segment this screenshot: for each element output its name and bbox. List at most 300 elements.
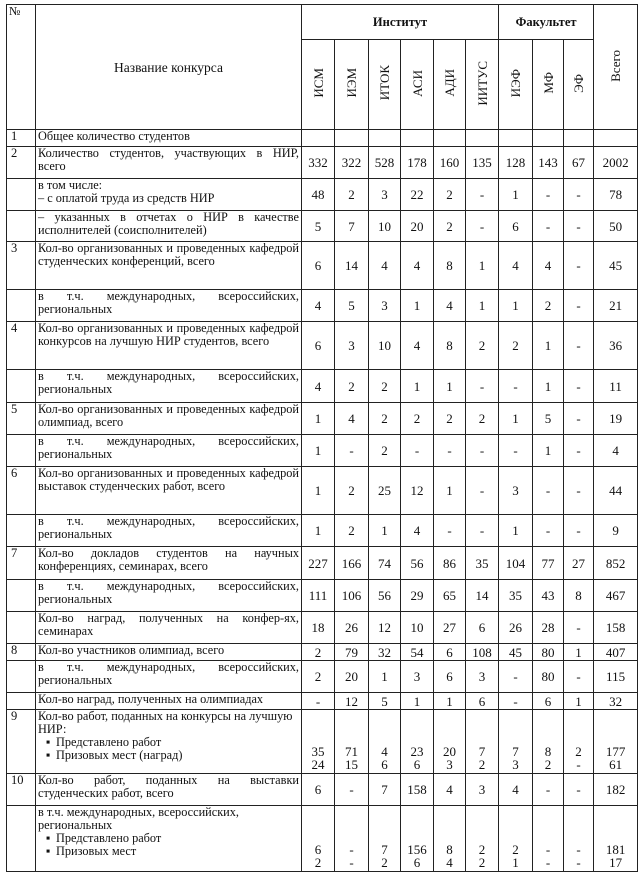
cell-value: - — [466, 435, 499, 467]
cell-value: 156 — [407, 842, 427, 857]
header-institute-group: Институт — [302, 5, 499, 40]
table-row — [7, 774, 638, 806]
cell-value: 4 — [594, 435, 638, 467]
cell-value: 2 — [575, 744, 582, 759]
row-name: в т.ч. международных, всероссийских, региональных — [36, 435, 302, 467]
cell-value: 26 — [335, 612, 369, 644]
table-row — [7, 370, 638, 403]
cell-value: 1 — [564, 693, 594, 710]
cell-value: - — [533, 179, 564, 211]
table-header — [7, 5, 638, 130]
cell-value: - — [576, 757, 581, 772]
cell-value: 74 — [369, 547, 401, 580]
header-col-iitus: ИИТУС — [466, 40, 499, 130]
cell-value: 6 — [314, 842, 322, 857]
row-number: 3 — [7, 242, 36, 290]
cell-value: 19 — [594, 403, 638, 435]
cell-value: 158 — [401, 774, 434, 806]
cell-value-pair — [564, 710, 594, 774]
table-row — [7, 661, 638, 693]
row-number — [7, 580, 36, 612]
cell-value: - — [545, 842, 551, 857]
cell-value: 2 — [401, 403, 434, 435]
row-name-text: в т.ч. международных, всероссийских, региональных — [38, 805, 239, 832]
cell-value: 43 — [533, 580, 564, 612]
row-number — [7, 179, 36, 211]
cell-value-pair — [401, 710, 434, 774]
row-number — [7, 435, 36, 467]
cell-value: - — [401, 435, 434, 467]
row-number: 4 — [7, 322, 36, 370]
cell-value: 86 — [434, 547, 466, 580]
cell-value: 9 — [594, 515, 638, 547]
cell-value: 1 — [401, 370, 434, 403]
cell-value: 2 — [302, 644, 335, 661]
header-col-itok: ИТОК — [369, 40, 401, 130]
row-name: Кол-во организованных и проведенных кафедрой студенческих конференций, всего — [36, 242, 302, 290]
cell-value: 2002 — [594, 147, 638, 179]
cell-value: - — [564, 612, 594, 644]
cell-value: 77 — [533, 547, 564, 580]
cell-value: 104 — [499, 547, 533, 580]
cell-value: 8 — [564, 580, 594, 612]
cell-value: - — [564, 661, 594, 693]
table-row — [7, 179, 638, 211]
cell-value: 1 — [401, 290, 434, 322]
cell-value: 18 — [302, 612, 335, 644]
cell-value-pair — [499, 710, 533, 774]
cell-value — [434, 130, 466, 147]
cell-value: 10 — [369, 322, 401, 370]
cell-value — [466, 130, 499, 147]
cell-value: 2 — [499, 322, 533, 370]
cell-value: 6 — [302, 774, 335, 806]
cell-value: 36 — [594, 322, 638, 370]
cell-value-pair — [594, 806, 638, 872]
cell-value-pair — [401, 806, 434, 872]
cell-value: 2 — [544, 757, 552, 772]
cell-value: 6 — [302, 242, 335, 290]
cell-value: 115 — [594, 661, 638, 693]
cell-value: 143 — [533, 147, 564, 179]
cell-value: 1 — [533, 435, 564, 467]
cell-value: 3 — [446, 757, 453, 772]
cell-value: 2 — [369, 435, 401, 467]
cell-value: - — [349, 842, 354, 857]
cell-value: 61 — [609, 757, 623, 772]
table-row — [7, 806, 638, 872]
row-number — [7, 806, 36, 872]
cell-value-pair — [533, 806, 564, 872]
cell-value: 6 — [466, 693, 499, 710]
cell-value: 35 — [311, 744, 325, 759]
cell-value: 7 — [381, 842, 388, 857]
sub-item-submitted: ▪ Представлено работ — [38, 736, 299, 749]
cell-value-pair — [499, 806, 533, 872]
cell-value: 3 — [369, 290, 401, 322]
cell-value: 32 — [594, 693, 638, 710]
row-name — [36, 710, 302, 774]
cell-value: 181 — [605, 842, 626, 857]
header-faculty-group: Факультет — [499, 5, 594, 40]
cell-value: 48 — [302, 179, 335, 211]
cell-value: 14 — [466, 580, 499, 612]
cell-value: 12 — [369, 612, 401, 644]
row-number — [7, 515, 36, 547]
cell-value — [533, 130, 564, 147]
cell-value: - — [466, 211, 499, 242]
header-col-ef: ЭФ — [564, 40, 594, 130]
table-row — [7, 644, 638, 661]
cell-value: 332 — [302, 147, 335, 179]
cell-value: 12 — [335, 693, 369, 710]
cell-value: 182 — [594, 774, 638, 806]
header-col-asi: АСИ — [401, 40, 434, 130]
table-body — [7, 130, 638, 872]
cell-value: 2 — [478, 855, 486, 870]
row-name — [36, 806, 302, 872]
cell-value-pair — [369, 710, 401, 774]
cell-value: 6 — [434, 661, 466, 693]
table-row — [7, 710, 638, 774]
row-name: Общее количество студентов — [36, 130, 302, 147]
row-name: в т.ч. международных, всероссийских, региональных — [36, 290, 302, 322]
cell-value-pair — [434, 710, 466, 774]
row-number — [7, 211, 36, 242]
cell-value: 67 — [564, 147, 594, 179]
row-number: 9 — [7, 710, 36, 774]
cell-value: 7 — [512, 744, 519, 759]
cell-value: 3 — [499, 467, 533, 515]
cell-value: 4 — [302, 370, 335, 403]
cell-value: 111 — [302, 580, 335, 612]
row-name: Кол-во работ, поданных на выставки студенческих работ, всего — [36, 774, 302, 806]
table-row — [7, 467, 638, 515]
cell-value: 5 — [369, 693, 401, 710]
row-number — [7, 612, 36, 644]
cell-value: 11 — [594, 370, 638, 403]
cell-value: 20 — [401, 211, 434, 242]
cell-value: 65 — [434, 580, 466, 612]
cell-value: 8 — [434, 242, 466, 290]
cell-value: 2 — [533, 290, 564, 322]
cell-value: 1 — [302, 467, 335, 515]
cell-value: 1 — [401, 693, 434, 710]
cell-value-pair — [335, 806, 369, 872]
cell-value: 1 — [512, 855, 519, 870]
header-number: № — [7, 5, 36, 130]
header-col-adi: АДИ — [434, 40, 466, 130]
cell-value: 1 — [499, 290, 533, 322]
cell-value: 23 — [410, 744, 424, 759]
cell-value: 4 — [302, 290, 335, 322]
row-name-text: Кол-во работ, поданных на конкурсы на лучшую НИР: — [38, 709, 293, 736]
cell-value: 1 — [564, 644, 594, 661]
cell-value: - — [533, 515, 564, 547]
cell-value: 8 — [544, 744, 552, 759]
cell-value: 10 — [369, 211, 401, 242]
cell-value: - — [499, 661, 533, 693]
table-row — [7, 612, 638, 644]
row-name: Кол-во наград, полученных на олимпиадах — [36, 693, 302, 710]
cell-value: 106 — [335, 580, 369, 612]
cell-value: 20 — [443, 744, 456, 759]
cell-value: 1 — [434, 693, 466, 710]
row-number — [7, 693, 36, 710]
cell-value: 166 — [335, 547, 369, 580]
cell-value: - — [499, 693, 533, 710]
cell-value: 56 — [369, 580, 401, 612]
header-col-ism: ИСМ — [302, 40, 335, 130]
cell-value: 128 — [499, 147, 533, 179]
cell-value: 322 — [335, 147, 369, 179]
row-name: Кол-во организованных и проведенных кафедрой олимпиад, всего — [36, 403, 302, 435]
row-name: в т.ч. международных, всероссийских, региональных — [36, 661, 302, 693]
cell-value: 108 — [466, 644, 499, 661]
cell-value: 7 — [369, 774, 401, 806]
cell-value: 12 — [401, 467, 434, 515]
cell-value: 8 — [446, 842, 453, 857]
cell-value: 4 — [499, 774, 533, 806]
cell-value: - — [564, 515, 594, 547]
cell-value: 80 — [533, 661, 564, 693]
cell-value: 22 — [401, 179, 434, 211]
cell-value: - — [564, 322, 594, 370]
cell-value: 54 — [401, 644, 434, 661]
cell-value: 71 — [345, 744, 358, 759]
cell-value: 6 — [533, 693, 564, 710]
cell-value: - — [564, 774, 594, 806]
table-row — [7, 242, 638, 290]
cell-value: 2 — [335, 515, 369, 547]
cell-value: 10 — [401, 612, 434, 644]
cell-value: 4 — [335, 403, 369, 435]
row-name: Кол-во организованных и проведенных кафедрой выставок студенческих работ, всего — [36, 467, 302, 515]
cell-value: 177 — [605, 744, 626, 759]
cell-value: 20 — [335, 661, 369, 693]
cell-value: 4 — [401, 322, 434, 370]
cell-value: 1 — [533, 322, 564, 370]
cell-value: 45 — [499, 644, 533, 661]
cell-value: 4 — [401, 515, 434, 547]
cell-value: 2 — [478, 757, 486, 772]
cell-value: 21 — [594, 290, 638, 322]
cell-value: 32 — [369, 644, 401, 661]
cell-value: 17 — [609, 855, 623, 870]
cell-value: 135 — [466, 147, 499, 179]
cell-value: - — [434, 515, 466, 547]
header-competition-name: Название конкурса — [36, 5, 302, 130]
cell-value: - — [466, 179, 499, 211]
cell-value: - — [545, 855, 551, 870]
row-number: 5 — [7, 403, 36, 435]
cell-value: - — [576, 842, 581, 857]
cell-value: 852 — [594, 547, 638, 580]
cell-value: - — [533, 467, 564, 515]
cell-value: 1 — [466, 290, 499, 322]
table-row — [7, 693, 638, 710]
cell-value: - — [564, 435, 594, 467]
cell-value: 2 — [381, 855, 388, 870]
cell-value: 2 — [478, 842, 486, 857]
cell-value: 6 — [413, 855, 421, 870]
cell-value: 1 — [369, 661, 401, 693]
cell-value-pair — [466, 806, 499, 872]
cell-value: - — [564, 467, 594, 515]
table-row — [7, 211, 638, 242]
cell-value: 407 — [594, 644, 638, 661]
row-number: 10 — [7, 774, 36, 806]
cell-value — [594, 130, 638, 147]
header-col-mf: МФ — [533, 40, 564, 130]
cell-value: 6 — [381, 757, 388, 772]
cell-value: 29 — [401, 580, 434, 612]
cell-value: 1 — [499, 515, 533, 547]
cell-value: 160 — [434, 147, 466, 179]
cell-value: 27 — [564, 547, 594, 580]
sub-item-prizes: ▪ Призовых мест — [38, 845, 299, 858]
cell-value: - — [499, 435, 533, 467]
cell-value-pair — [466, 710, 499, 774]
cell-value — [564, 130, 594, 147]
table-row — [7, 130, 638, 147]
cell-value: - — [564, 403, 594, 435]
row-name: в т.ч. международных, всероссийских, региональных — [36, 370, 302, 403]
cell-value: - — [576, 855, 581, 870]
cell-value: 2 — [512, 842, 519, 857]
cell-value: - — [349, 855, 354, 870]
row-number — [7, 661, 36, 693]
cell-value: 1 — [499, 403, 533, 435]
cell-value: 3 — [466, 774, 499, 806]
row-number: 8 — [7, 644, 36, 661]
cell-value — [335, 130, 369, 147]
cell-value: 2 — [335, 467, 369, 515]
cell-value: 50 — [594, 211, 638, 242]
cell-value: 2 — [434, 211, 466, 242]
row-name: в т.ч. международных, всероссийских, региональных — [36, 580, 302, 612]
cell-value: 6 — [434, 644, 466, 661]
cell-value: 6 — [413, 757, 421, 772]
header-col-total: Всего — [594, 5, 638, 130]
cell-value: 2 — [369, 370, 401, 403]
cell-value: 4 — [499, 242, 533, 290]
cell-value: - — [466, 515, 499, 547]
cell-value: 1 — [302, 515, 335, 547]
cell-value-pair — [533, 710, 564, 774]
cell-value: 14 — [335, 242, 369, 290]
cell-value: 5 — [302, 211, 335, 242]
row-name: в т.ч. международных, всероссийских, региональных — [36, 515, 302, 547]
cell-value: 6 — [466, 612, 499, 644]
cell-value — [401, 130, 434, 147]
cell-value: - — [564, 211, 594, 242]
cell-value-pair — [564, 806, 594, 872]
cell-value: - — [335, 435, 369, 467]
cell-value: 5 — [533, 403, 564, 435]
cell-value: - — [499, 370, 533, 403]
table-row — [7, 547, 638, 580]
cell-value: 15 — [345, 757, 358, 772]
cell-value-pair — [369, 806, 401, 872]
cell-value: 26 — [499, 612, 533, 644]
cell-value: 2 — [466, 403, 499, 435]
cell-value: - — [564, 242, 594, 290]
row-name: – указанных в отчетах о НИР в качестве исполнителей (соисполнителей) — [36, 211, 302, 242]
cell-value: 56 — [401, 547, 434, 580]
cell-value: 1 — [499, 179, 533, 211]
cell-value: 4 — [533, 242, 564, 290]
cell-value: 35 — [466, 547, 499, 580]
cell-value-pair — [335, 710, 369, 774]
cell-value: 7 — [478, 744, 486, 759]
cell-value: 2 — [335, 370, 369, 403]
cell-value-pair — [302, 806, 335, 872]
cell-value: 2 — [434, 179, 466, 211]
cell-value-pair — [434, 806, 466, 872]
cell-value — [369, 130, 401, 147]
cell-value: 79 — [335, 644, 369, 661]
row-number — [7, 290, 36, 322]
cell-value: - — [335, 774, 369, 806]
row-name: Кол-во участников олимпиад, всего — [36, 644, 302, 661]
cell-value: 3 — [401, 661, 434, 693]
row-number — [7, 370, 36, 403]
cell-value: 3 — [335, 322, 369, 370]
row-number: 2 — [7, 147, 36, 179]
cell-value: 7 — [335, 211, 369, 242]
cell-value: - — [434, 435, 466, 467]
cell-value: 27 — [434, 612, 466, 644]
row-number: 1 — [7, 130, 36, 147]
table-row — [7, 147, 638, 179]
cell-value: - — [564, 370, 594, 403]
cell-value: 3 — [512, 757, 519, 772]
cell-value: - — [466, 370, 499, 403]
table-row — [7, 322, 638, 370]
row-number: 7 — [7, 547, 36, 580]
cell-value: 227 — [302, 547, 335, 580]
cell-value: 6 — [499, 211, 533, 242]
cell-value — [302, 130, 335, 147]
cell-value: 1 — [369, 515, 401, 547]
table-row — [7, 515, 638, 547]
row-name: в том числе: – с оплатой труда из средств НИР — [36, 179, 302, 211]
table-row — [7, 580, 638, 612]
sub-item-submitted: ▪ Представлено работ — [38, 832, 299, 845]
cell-value: 2 — [369, 403, 401, 435]
cell-value: 6 — [302, 322, 335, 370]
cell-value: 1 — [434, 370, 466, 403]
row-name: Кол-во докладов студентов на научных конференциях, семинарах, всего — [36, 547, 302, 580]
cell-value: 24 — [311, 757, 325, 772]
cell-value: 45 — [594, 242, 638, 290]
cell-value: 1 — [434, 467, 466, 515]
cell-value — [499, 130, 533, 147]
cell-value: - — [466, 467, 499, 515]
cell-value: 44 — [594, 467, 638, 515]
cell-value: - — [564, 290, 594, 322]
cell-value: 467 — [594, 580, 638, 612]
cell-value: 178 — [401, 147, 434, 179]
cell-value: - — [533, 774, 564, 806]
cell-value: 4 — [434, 774, 466, 806]
cell-value: 4 — [369, 242, 401, 290]
cell-value-pair — [594, 710, 638, 774]
cell-value: 1 — [466, 242, 499, 290]
cell-value: 5 — [335, 290, 369, 322]
table-row — [7, 403, 638, 435]
